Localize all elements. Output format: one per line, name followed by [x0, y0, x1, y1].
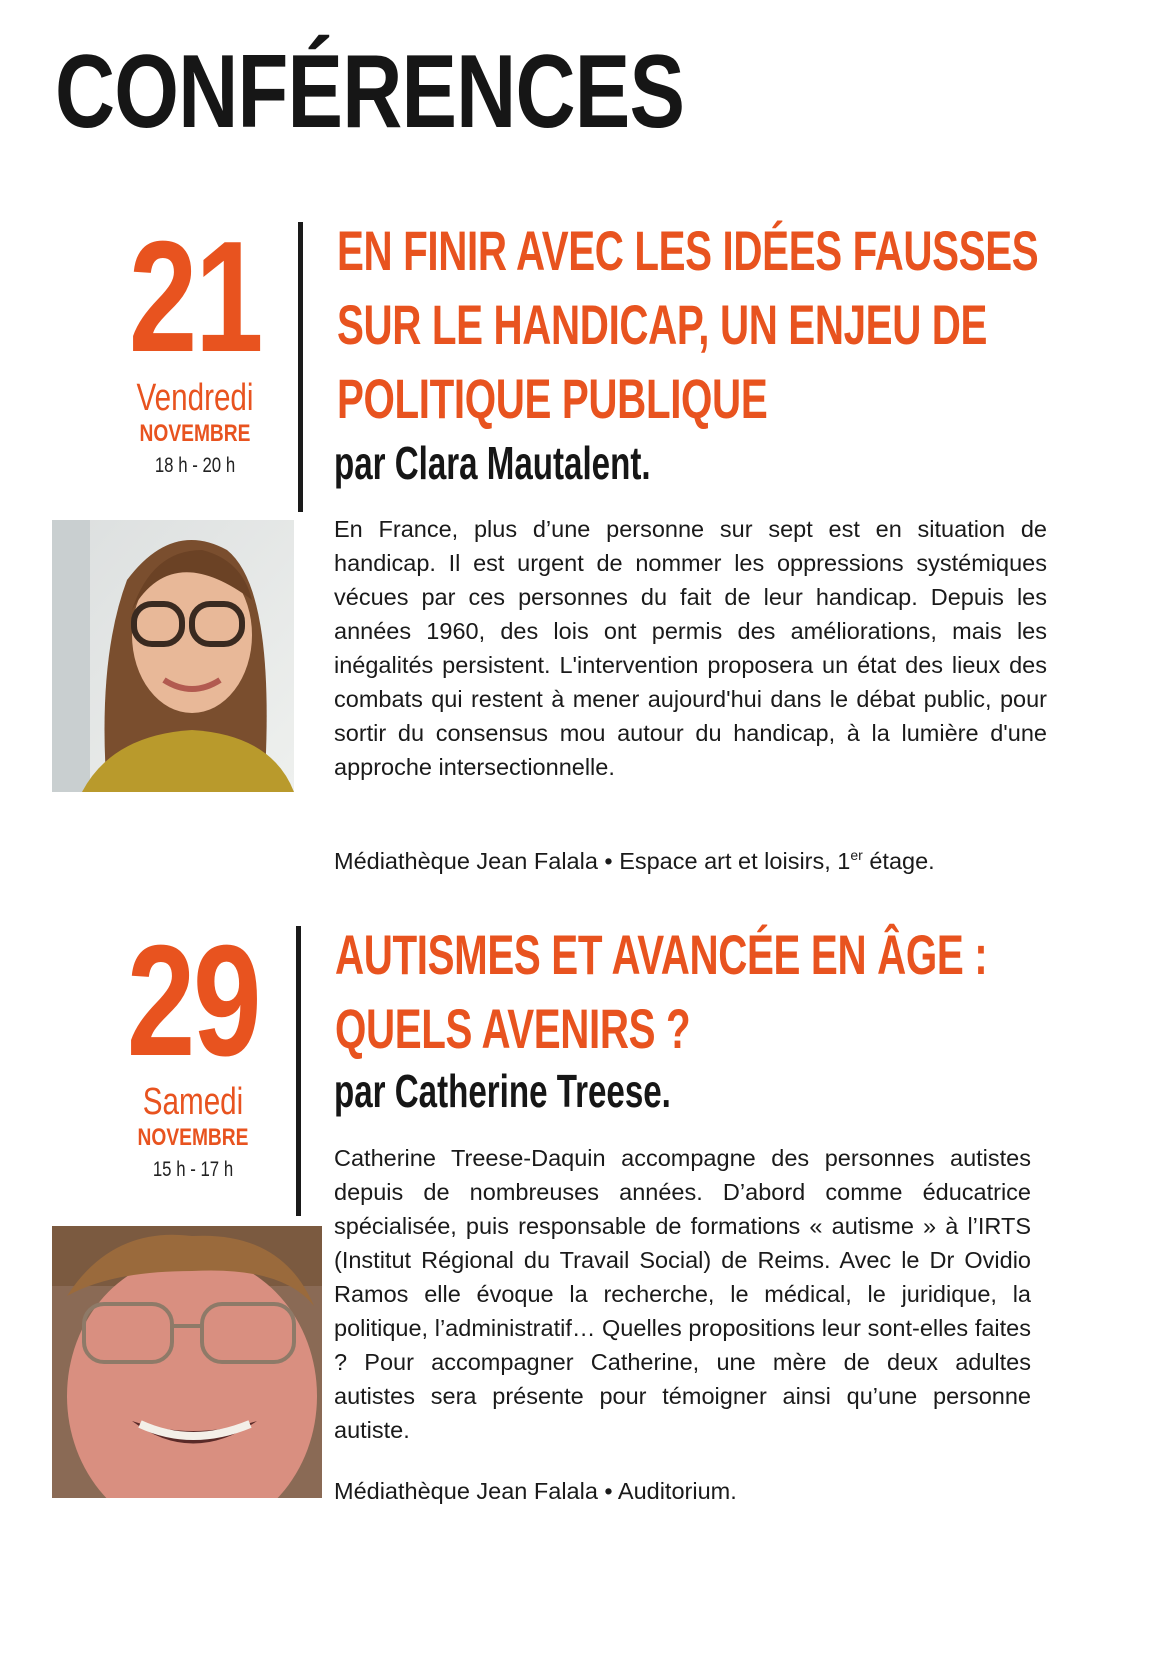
- event-weekday: Samedi: [142, 1081, 244, 1124]
- speaker-photo: [52, 520, 294, 792]
- event-month: NOVEMBRE: [139, 419, 251, 447]
- event-venue: [334, 844, 935, 878]
- portrait-image: [52, 1226, 322, 1498]
- event-date-2: [78, 913, 308, 1184]
- event-title-line: EN FINIR AVEC LES IDÉES FAUSSES: [337, 219, 1039, 282]
- event-title-line: POLITIQUE PUBLIQUE: [337, 367, 768, 430]
- venue-text-tail: étage.: [862, 848, 935, 874]
- speaker-name: par Catherine Treese.: [334, 1065, 671, 1117]
- event-title-line: QUELS AVENIRS ?: [335, 997, 691, 1060]
- event-day: 21: [128, 209, 262, 385]
- event-day: 29: [126, 913, 260, 1089]
- event-time: 18 h - 20 h: [154, 453, 236, 477]
- event-title-line: AUTISMES ET AVANCÉE EN ÂGE :: [335, 923, 988, 986]
- venue-text: Médiathèque Jean Falala • Espace art et loisirs, 1: [334, 848, 851, 874]
- event-title-block: [337, 214, 1165, 436]
- venue-superscript: er: [850, 847, 863, 864]
- vertical-divider: [298, 222, 303, 512]
- event-weekday: Vendredi: [136, 377, 254, 420]
- page-title: CONFÉRENCES: [55, 34, 685, 150]
- event-title-line: SUR LE HANDICAP, UN ENJEU DE: [337, 293, 988, 356]
- speaker-photo: [52, 1226, 322, 1498]
- event-title-block: [335, 918, 1165, 1066]
- event-description: Catherine Treese-Daquin accompagne des personnes autistes depuis de nombreuses années. D’abord comme éducatrice spécialisée, puis responsable de formations « autisme » à l’IRTS (Institut Régional du Travail Social) de Reims. Avec le Dr Ovidio Ramos elle évoque la recherche, le médical, le juridique, la politique, l’administratif… Quelles propositions leur sont-elles faites ? Pour accompagner Catherine, une mère de deux adultes autistes sera présente pour témoigner ainsi qu’une personne autiste.: [334, 1145, 1031, 1443]
- speaker-name: par Clara Mautalent.: [334, 437, 651, 489]
- event-description: En France, plus d’une personne sur sept est en situation de handicap. Il est urgent de nommer les oppressions systémiques vécues par ces personnes du fait de leur handicap. Depuis les années 1960, des lois ont permis des améliorations, mais les inégalités persistent. L'intervention proposera un état des lieux des combats qui restent à mener aujourd'hui dans le débat public, pour sortir du consensus mou autour du handicap, à la lumière d'une approche intersectionnelle.: [334, 516, 1047, 780]
- event-month: NOVEMBRE: [137, 1123, 249, 1151]
- event-time: 15 h - 17 h: [152, 1157, 234, 1181]
- vertical-divider: [296, 926, 301, 1216]
- event-venue: Médiathèque Jean Falala • Auditorium.: [334, 1478, 737, 1504]
- portrait-image: [52, 520, 294, 792]
- event-date-1: [80, 209, 310, 480]
